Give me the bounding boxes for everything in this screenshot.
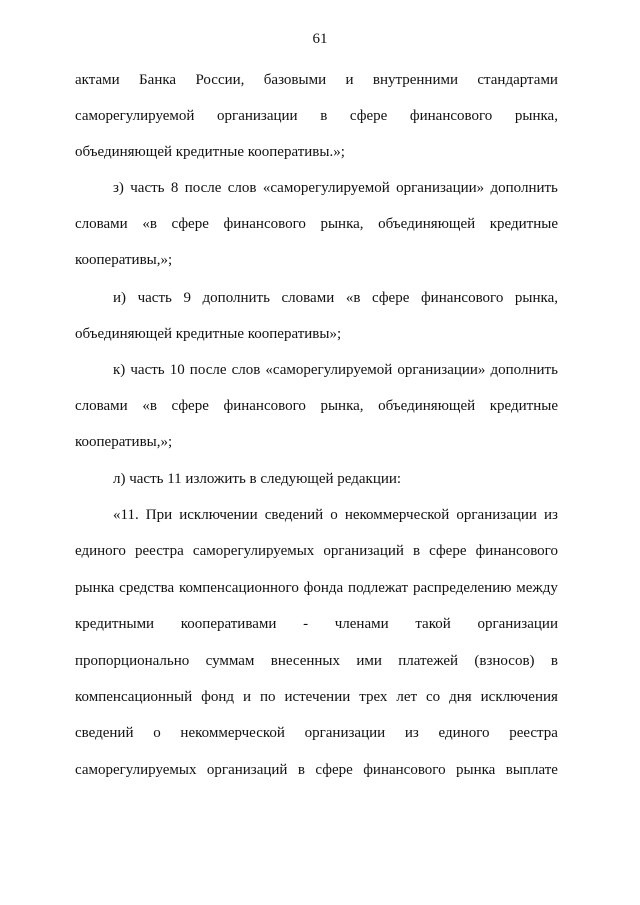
word: о <box>330 507 338 523</box>
word: з) <box>113 180 124 196</box>
word: «в <box>142 216 157 232</box>
word: рынка, <box>514 108 558 124</box>
word: дополнить <box>490 180 558 196</box>
word: сфере <box>171 216 209 232</box>
word: финансового <box>420 290 504 306</box>
page-number: 61 <box>312 31 328 47</box>
word: словами <box>75 216 128 232</box>
word: такой <box>415 616 451 632</box>
word: Банка <box>139 72 177 88</box>
word: актами <box>75 72 120 88</box>
word: сфере <box>371 290 410 306</box>
word: базовыми <box>263 72 327 88</box>
word: часть <box>137 290 172 306</box>
word: финансового <box>475 543 558 559</box>
word: со <box>426 689 441 705</box>
word: дополнить <box>490 362 558 378</box>
word: фонд <box>201 689 235 705</box>
word: часть <box>130 180 165 196</box>
word: слов <box>231 362 261 378</box>
word: платежей <box>398 653 459 669</box>
word: рынка <box>75 580 115 596</box>
text-line <box>113 178 558 198</box>
word: трех <box>359 689 388 705</box>
word: объединяющей <box>378 216 476 232</box>
word: после <box>189 362 227 378</box>
word: рынка, <box>320 216 364 232</box>
word: 10 <box>169 362 185 378</box>
word: лет <box>396 689 418 705</box>
word: словами <box>281 290 335 306</box>
word: после <box>184 180 222 196</box>
word: реестра <box>135 543 184 559</box>
word: дня <box>449 689 472 705</box>
word: словами <box>75 398 128 414</box>
word: исключении <box>179 507 258 523</box>
word: организации <box>456 507 537 523</box>
word: некоммерческой <box>180 725 285 741</box>
word: единого <box>75 543 126 559</box>
word: некоммерческой <box>344 507 450 523</box>
text-line: л) часть 11 изложить в следующей редакции: <box>113 471 402 487</box>
word: рынка, <box>514 290 558 306</box>
word: о <box>153 725 161 741</box>
text-line <box>75 396 558 416</box>
word: 8 <box>170 180 179 196</box>
text-line <box>75 106 558 126</box>
word: слов <box>227 180 257 196</box>
text-line <box>75 541 558 561</box>
text-line: кооперативы,»; <box>75 434 173 450</box>
text-line <box>75 214 558 234</box>
word: сведений <box>75 725 134 741</box>
word: суммам <box>205 653 255 669</box>
text-line <box>75 614 558 634</box>
word: дополнить <box>202 290 270 306</box>
text-line <box>113 360 558 380</box>
text-line <box>75 687 558 707</box>
word: России, <box>195 72 245 88</box>
text-line: объединяющей кредитные кооперативы»; <box>75 326 342 342</box>
word: рынка, <box>320 398 364 414</box>
word: При <box>145 507 173 523</box>
word: организации» <box>397 362 486 378</box>
word: компенсационный <box>75 689 193 705</box>
word: сфере <box>349 108 388 124</box>
word: из <box>544 507 558 523</box>
word: в <box>550 653 558 669</box>
word: членами <box>334 616 389 632</box>
word: объединяющей <box>378 398 476 414</box>
word: кредитные <box>489 398 558 414</box>
word: в <box>412 543 421 559</box>
word: кредитные <box>489 216 558 232</box>
word: между <box>516 580 558 596</box>
word: финансового <box>223 216 306 232</box>
word: фонда <box>303 580 344 596</box>
word: и <box>345 72 354 88</box>
word: «саморегулируемой <box>265 362 393 378</box>
word: «в <box>345 290 361 306</box>
word: часть <box>130 362 165 378</box>
word: саморегулируемых <box>75 762 197 778</box>
word: внутренними <box>372 72 458 88</box>
word: организации» <box>396 180 485 196</box>
word: организации <box>217 108 298 124</box>
word: кооперативами <box>180 616 277 632</box>
text-line <box>75 578 558 598</box>
word: «в <box>142 398 157 414</box>
word: рынка <box>456 762 496 778</box>
word: организации <box>304 725 386 741</box>
word: кредитными <box>75 616 155 632</box>
word: истечении <box>284 689 351 705</box>
word: реестра <box>509 725 558 741</box>
word: саморегулируемой <box>75 108 195 124</box>
word: выплате <box>505 762 558 778</box>
word: (взносов) <box>474 653 535 669</box>
text-line <box>75 70 558 90</box>
word: организации <box>477 616 558 632</box>
text-line <box>113 288 558 308</box>
word: организаций <box>206 762 288 778</box>
word: к) <box>113 362 126 378</box>
word: сфере <box>429 543 467 559</box>
word: распределению <box>412 580 512 596</box>
text-line <box>113 505 558 525</box>
word: «11. <box>113 507 139 523</box>
word: единого <box>438 725 490 741</box>
word: исключения <box>480 689 558 705</box>
word: компенсационного <box>179 580 299 596</box>
word: сфере <box>315 762 353 778</box>
word: внесенных <box>270 653 341 669</box>
word: в <box>320 108 328 124</box>
text-line <box>75 651 558 671</box>
word: 9 <box>183 290 191 306</box>
word: финансового <box>223 398 306 414</box>
word: подлежат <box>348 580 409 596</box>
text-line <box>75 760 558 780</box>
word: сведений <box>264 507 324 523</box>
word: и) <box>113 290 127 306</box>
word: «саморегулируемой <box>262 180 390 196</box>
word: финансового <box>363 762 446 778</box>
word: ими <box>356 653 382 669</box>
word: организаций <box>323 543 404 559</box>
word: саморегулируемых <box>192 543 315 559</box>
word: пропорционально <box>75 653 190 669</box>
word: - <box>303 616 309 632</box>
word: из <box>404 725 419 741</box>
word: в <box>297 762 305 778</box>
text-line: объединяющей кредитные кооперативы.»; <box>75 144 345 160</box>
word: сфере <box>171 398 209 414</box>
word: финансового <box>409 108 493 124</box>
word: стандартами <box>477 72 558 88</box>
text-line: кооперативы,»; <box>75 252 173 268</box>
word: и <box>242 689 251 705</box>
text-line <box>75 723 558 743</box>
word: по <box>259 689 276 705</box>
word: средства <box>119 580 175 596</box>
